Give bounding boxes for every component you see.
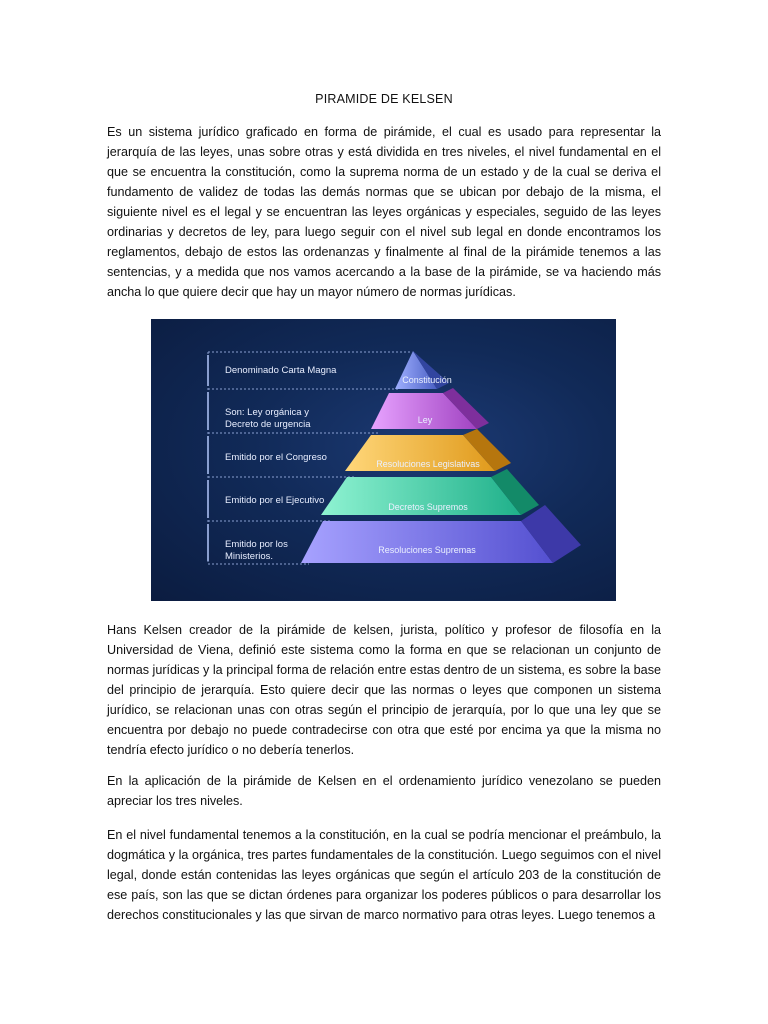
level-label-resoluciones-supremas: Resoluciones Supremas	[378, 545, 476, 555]
level-label-decretos-supremos: Decretos Supremos	[388, 502, 468, 512]
left-label-2-line2: Decreto de urgencia	[225, 419, 311, 430]
left-label-3-line1: Emitido por el Congreso	[225, 452, 327, 463]
paragraph-intro: Es un sistema jurídico graficado en forma de pirámide, el cual es usado para representar la jerarquía de las leyes, unas sobre otras y está dividida en tres niveles, el nivel fundamental en el que se encuentra la constitución, como la suprema norma de un estado y de la cual se deriva el fundamento de validez de todas las demás normas que se ubican por debajo de la misma, el siguiente nivel es el legal y se encuentran las leyes orgánicas y especiales, seguido de las leyes ordinarias y decretos de ley, para luego seguir con el nivel sub legal en donde encontramos los reglamentos, debajo de estos las ordenanzas y finalmente al final de la pirámide tenemos a las sentencias, y a medida que nos vamos acercando a la base de la pirámide, se va haciendo más ancha lo que quiere decir que hay un mayor número de normas jurídicas.	[107, 125, 661, 299]
paragraph-hans-kelsen: Hans Kelsen creador de la pirámide de kelsen, jurista, político y profesor de filosofía en la Universidad de Viena, definió este sistema como la forma en que se relacionan un conjunto de normas jurídicas y la principal forma de relación entre estas dentro de un sistema, es sobre la base del principio de jerarquía. Esto quiere decir que las normas o leyes que componen un sistema jurídico, se relacionan unas con otras según el principio de jerarquía, por lo que una ley que se encuentra por debajo no puede contradecirse con otra que esté por encima ya que la misma no tendría efecto jurídico o no debería tenerlos.	[107, 623, 661, 757]
left-label-5-line1: Emitido por los	[225, 539, 288, 550]
kelsen-pyramid-figure	[151, 319, 616, 601]
left-label-1-line1: Denominado Carta Magna	[225, 365, 337, 376]
left-label-4-line1: Emitido por el Ejecutivo	[225, 495, 325, 506]
page-title: PIRAMIDE DE KELSEN	[315, 92, 453, 106]
left-label-5-line2: Ministerios.	[225, 551, 274, 562]
level-label-constitucion: Constitución	[402, 375, 452, 385]
left-label-2-line1: Son: Ley orgánica y	[225, 407, 309, 418]
level-label-ley: Ley	[417, 415, 433, 425]
level-label-resoluciones-legislativas: Resoluciones Legislativas	[376, 459, 480, 469]
paragraph-aplicacion: En la aplicación de la pirámide de Kelsen en el ordenamiento jurídico venezolano se pueden apreciar los tres niveles.	[107, 774, 661, 808]
pyramid-diagram	[151, 319, 616, 601]
paragraph-nivel-fundamental: En el nivel fundamental tenemos a la constitución, en la cual se podría mencionar el preámbulo, la dogmática y la orgánica, tres partes fundamentales de la constitución. Luego seguimos con el nivel legal, donde están contenidas las leyes orgánicas que según el artículo 203 de la constitución de ese país, son las que se dictan órdenes para organizar los poderes públicos o para desarrollar los derechos constitucionales y las que sirvan de marco normativo para otras leyes. Luego tenemos a	[107, 828, 661, 922]
